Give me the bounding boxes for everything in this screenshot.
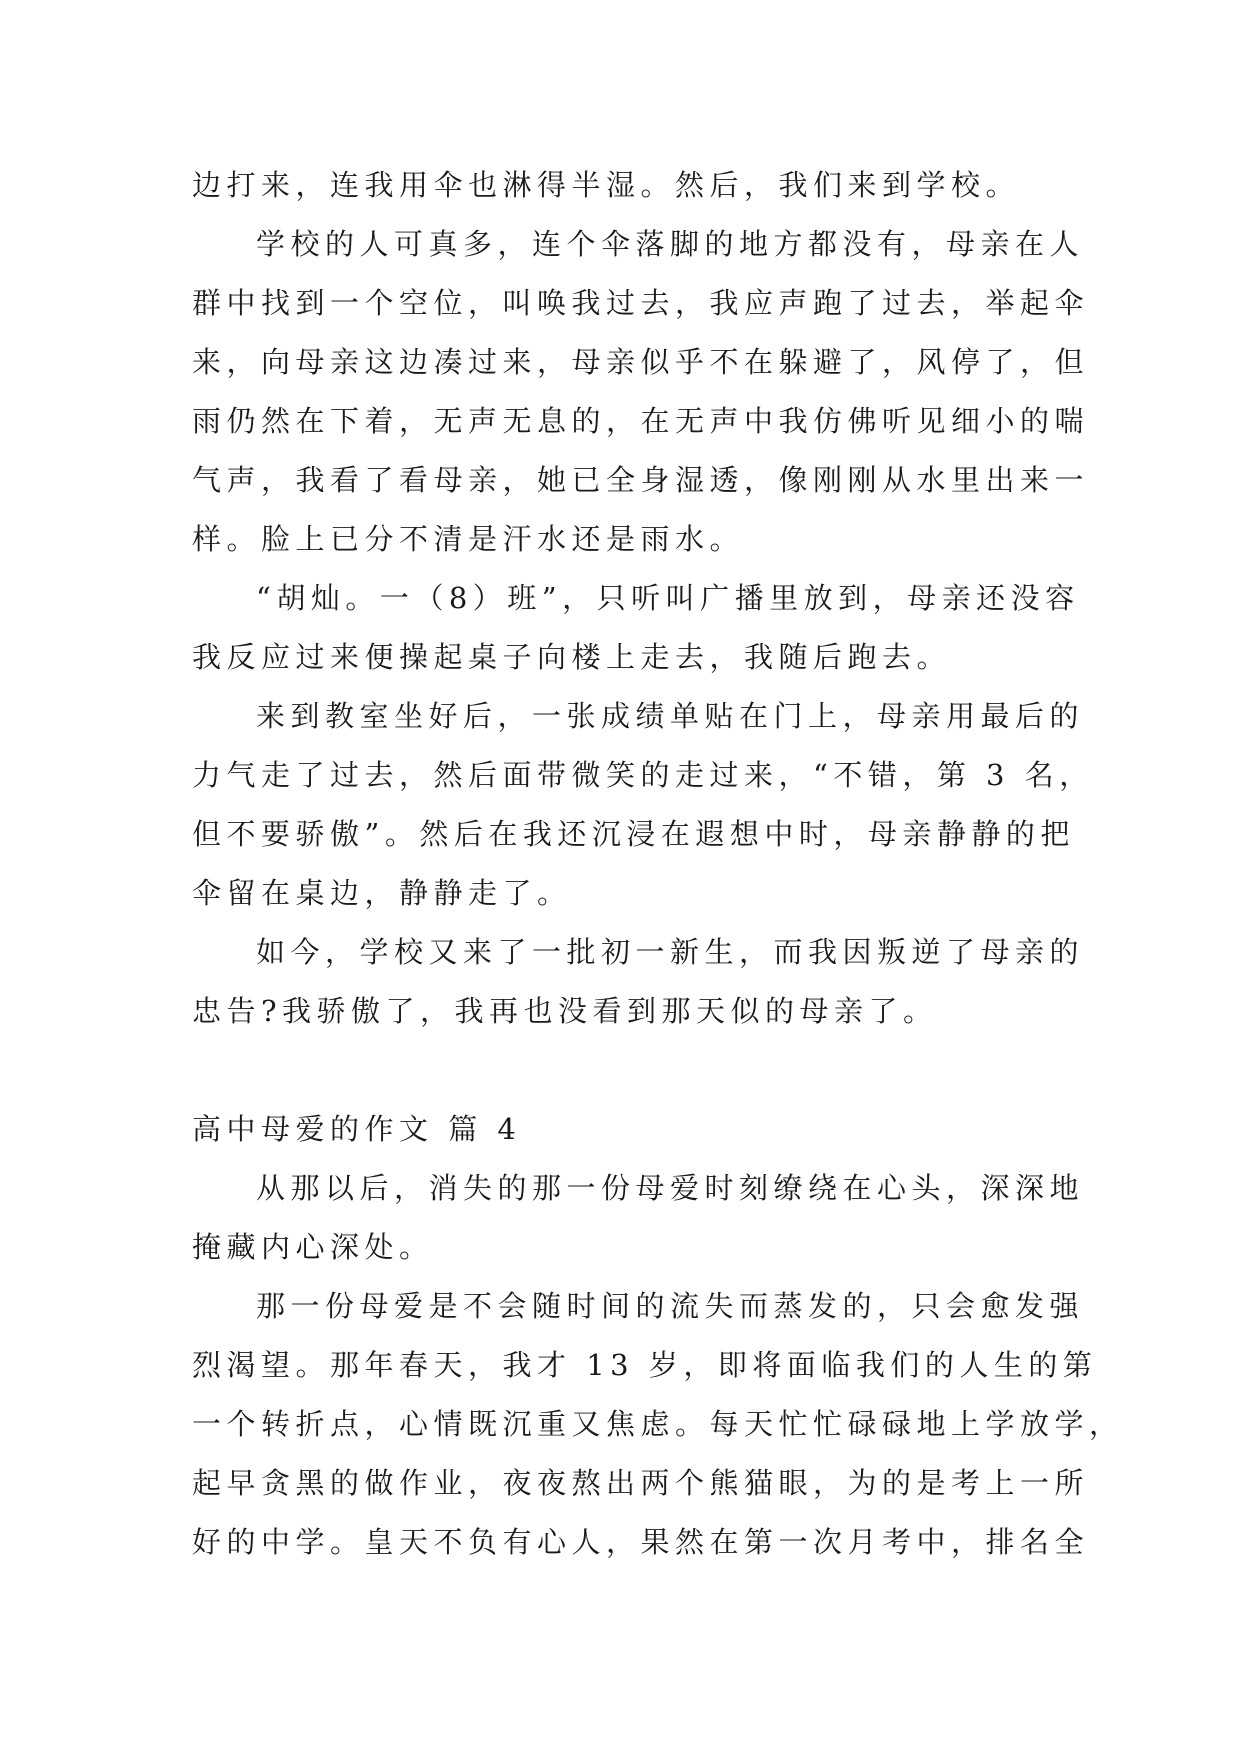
- text-line: 从那以后，消失的那一份母爱时刻缭绕在心头，深深地: [256, 1171, 1085, 1205]
- text-line: 边打来，连我用伞也淋得半湿。然后，我们来到学校。: [192, 168, 1021, 202]
- text-line: “胡灿。一（8）班”，只听叫广播里放到，母亲还没容: [256, 581, 1080, 615]
- text-line: 起早贪黑的做作业，夜夜熬出两个熊猫眼，为的是考上一所: [192, 1466, 1090, 1500]
- text-line: 学校的人可真多，连个伞落脚的地方都没有，母亲在人: [256, 227, 1085, 261]
- text-line: 那一份母爱是不会随时间的流失而蒸发的，只会愈发强: [256, 1289, 1085, 1323]
- text-line: 样。脸上已分不清是汗水还是雨水。: [192, 522, 745, 556]
- text-line: 如今，学校又来了一批初一新生，而我因叛逆了母亲的: [256, 935, 1085, 969]
- text-line: 我反应过来便操起桌子向楼上走去，我随后跑去。: [192, 640, 952, 674]
- text-line: 来到教室坐好后，一张成绩单贴在门上，母亲用最后的: [256, 699, 1085, 733]
- text-line: 一个转折点，心情既沉重又焦虑。每天忙忙碌碌地上学放学，: [192, 1407, 1124, 1441]
- text-line: 但不要骄傲”。然后在我还沉浸在遐想中时，母亲静静的把: [192, 817, 1075, 851]
- text-line: 群中找到一个空位，叫唤我过去，我应声跑了过去，举起伞: [192, 286, 1090, 320]
- text-line: 气声，我看了看母亲，她已全身湿透，像刚刚从水里出来一: [192, 463, 1090, 497]
- text-line: 掩藏内心深处。: [192, 1230, 434, 1264]
- section-heading: 高中母爱的作文 篇 4: [192, 1112, 522, 1146]
- text-line: 好的中学。皇天不负有心人，果然在第一次月考中，排名全: [192, 1525, 1090, 1559]
- document-body: [192, 156, 1124, 1572]
- text-line: 忠告?我骄傲了，我再也没看到那天似的母亲了。: [192, 994, 938, 1028]
- text-line: 雨仍然在下着，无声无息的，在无声中我仿佛听见细小的喘: [192, 404, 1090, 438]
- text-line: 力气走了过去，然后面带微笑的走过来，“不错，第 3 名，: [192, 758, 1094, 792]
- text-line: 伞留在桌边，静静走了。: [192, 876, 572, 910]
- blank-line: [192, 1041, 1054, 1100]
- text-line: 来，向母亲这边凑过来，母亲似乎不在躲避了，风停了，但: [192, 345, 1090, 379]
- text-line: 烈渴望。那年春天，我才 13 岁，即将面临我们的人生的第: [192, 1348, 1098, 1382]
